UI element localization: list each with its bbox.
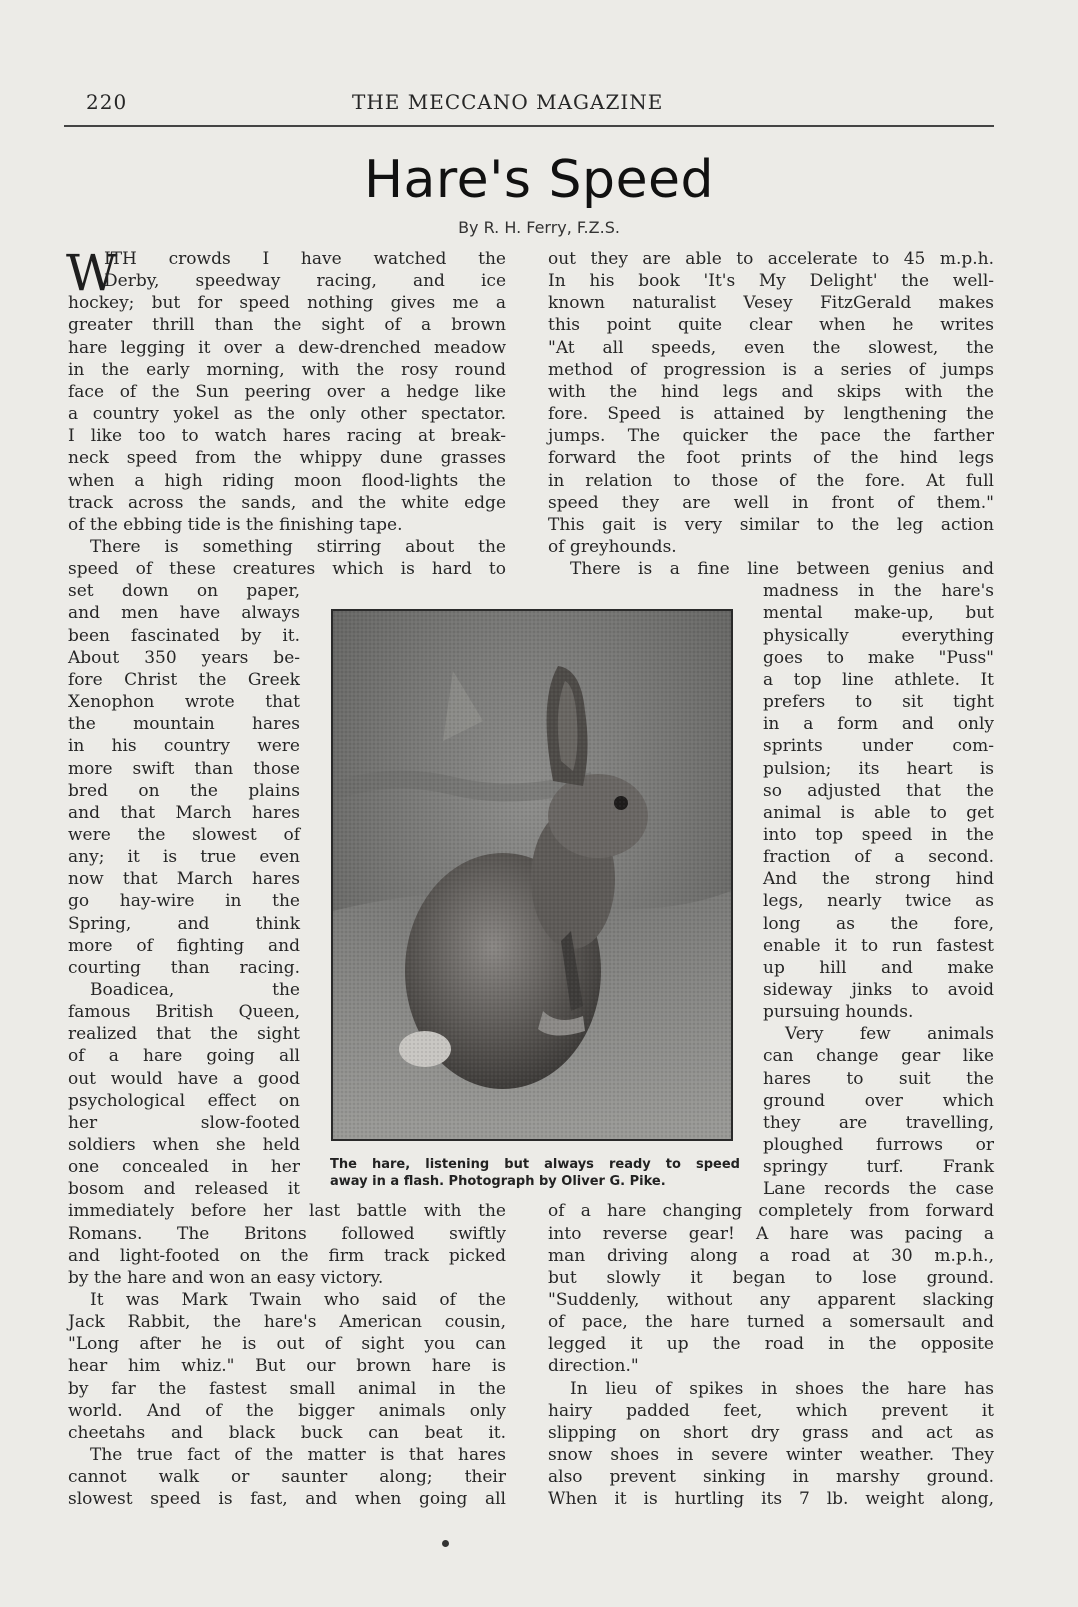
text-line: and light-footed on the firm track picked	[68, 1245, 506, 1266]
header-rule	[64, 125, 994, 127]
text-line: courting than racing.	[68, 957, 300, 978]
text-line: can change gear like	[763, 1046, 994, 1067]
drop-cap: W	[66, 244, 118, 302]
text-line: speed of these creatures which is hard to	[68, 559, 506, 580]
text-line: method of progression is a series of jumps	[548, 359, 994, 380]
text-line: soldiers when she held	[68, 1135, 300, 1156]
text-line: now that March hares	[68, 869, 300, 890]
text-line: enable it to run fastest	[763, 935, 994, 956]
text-line: There is something stirring about the	[90, 536, 506, 557]
text-line: and men have always	[68, 603, 300, 624]
text-line: of the ebbing tide is the finishing tape.	[68, 514, 403, 535]
text-line: out would have a good	[68, 1068, 300, 1089]
text-line: more of fighting and	[68, 935, 300, 956]
footer-ornament	[442, 1540, 449, 1547]
text-line: Derby, speedway racing, and ice	[104, 271, 506, 292]
article-byline: By R. H. Ferry, F.Z.S.	[458, 218, 620, 237]
hare-photograph	[331, 609, 733, 1141]
text-line: Very few animals	[785, 1024, 994, 1045]
text-line: immediately before her last battle with the	[68, 1201, 506, 1222]
text-line: world. And of the bigger animals only	[68, 1400, 506, 1421]
text-line: psychological effect on	[68, 1090, 300, 1111]
magazine-title: THE MECCANO MAGAZINE	[352, 90, 664, 114]
text-line: Lane records the case	[763, 1179, 994, 1200]
text-line: sprints under com-	[763, 736, 994, 757]
text-line: but slowly it began to lose ground.	[548, 1267, 994, 1288]
text-line: famous British Queen,	[68, 1002, 300, 1023]
text-line: by far the fastest small animal in the	[68, 1378, 506, 1399]
text-line: "Suddenly, without any apparent slacking	[548, 1290, 994, 1310]
text-line: one concealed in her	[68, 1157, 300, 1178]
text-line: of a hare going all	[68, 1046, 300, 1067]
text-line: greater thrill than the sight of a brown	[68, 315, 506, 336]
text-line: ground over which	[763, 1090, 994, 1111]
text-line: out they are able to accelerate to 45 m.p.h.	[548, 249, 994, 269]
caption-line: away in a flash. Photograph by Oliver G. Pike.	[330, 1174, 666, 1189]
text-line: in relation to those of the fore. At full	[548, 470, 994, 491]
text-line: man driving along a road at 30 m.p.h.,	[548, 1245, 994, 1266]
text-line: up hill and make	[763, 957, 994, 978]
text-line: in his country were	[68, 736, 300, 757]
text-line: hare legging it over a dew-drenched meadow	[68, 337, 506, 358]
text-line: slowest speed is fast, and when going all	[68, 1489, 506, 1510]
text-line: Boadicea, the	[90, 980, 300, 1000]
text-line: face of the Sun peering over a hedge like	[68, 381, 506, 402]
text-line: The true fact of the matter is that hares	[90, 1445, 506, 1466]
text-line: go hay-wire in the	[68, 891, 300, 912]
text-line: set down on paper,	[68, 581, 300, 602]
text-line: springy turf. Frank	[763, 1157, 994, 1178]
text-line: bred on the plains	[68, 780, 300, 801]
text-line: when a high riding moon flood-lights the	[68, 470, 506, 491]
text-line: hairy padded feet, which prevent it	[548, 1400, 994, 1421]
text-line: And the strong hind	[763, 869, 994, 890]
text-line: by the hare and won an easy victory.	[68, 1267, 384, 1288]
text-line: hear him whiz." But our brown hare is	[68, 1356, 506, 1377]
text-line: bosom and released it	[68, 1179, 300, 1200]
photo-caption	[330, 1156, 740, 1190]
text-line: hockey; but for speed nothing gives me a	[68, 293, 506, 314]
text-line: a top line athlete. It	[763, 669, 994, 690]
article-title: Hare's Speed	[363, 150, 715, 210]
text-line: so adjusted that the	[763, 780, 994, 801]
text-line: been fascinated by it.	[68, 625, 300, 646]
text-line: ITH crowds I have watched the	[104, 249, 506, 269]
text-line: and that March hares	[68, 802, 300, 823]
text-line: "At all speeds, even the slowest, the	[548, 337, 994, 358]
text-line: into top speed in the	[763, 824, 994, 845]
text-line: cannot walk or saunter along; their	[68, 1467, 506, 1488]
text-line: the mountain hares	[68, 714, 300, 735]
text-line: long as the fore,	[763, 913, 994, 934]
text-line: prefers to sit tight	[763, 692, 994, 713]
text-line: in a form and only	[763, 714, 994, 735]
text-line: hares to suit the	[763, 1068, 994, 1089]
text-line: of pace, the hare turned a somersault and	[548, 1312, 994, 1333]
text-line: ploughed furrows or	[763, 1135, 994, 1156]
text-line: pursuing hounds.	[763, 1002, 914, 1023]
text-line: physically everything	[763, 625, 994, 646]
text-line: more swift than those	[68, 758, 300, 779]
text-line: fraction of a second.	[763, 847, 994, 868]
text-line: About 350 years be-	[68, 647, 300, 668]
text-line: It was Mark Twain who said of the	[90, 1290, 506, 1310]
text-line: In his book 'It's My Delight' the well-	[548, 271, 994, 292]
text-line: There is a fine line between genius and	[570, 559, 994, 580]
text-line: fore. Speed is attained by lengthening the	[548, 404, 994, 425]
text-line: speed they are well in front of them."	[548, 492, 994, 513]
text-line: known naturalist Vesey FitzGerald makes	[548, 293, 994, 314]
text-line: In lieu of spikes in shoes the hare has	[570, 1378, 994, 1399]
page-number: 220	[86, 90, 128, 114]
text-line: sideway jinks to avoid	[763, 980, 994, 1000]
text-line: into reverse gear! A hare was pacing a	[548, 1223, 994, 1244]
text-line: legged it up the road in the opposite	[548, 1334, 994, 1355]
text-line: Spring, and think	[68, 913, 300, 934]
text-line: When it is hurtling its 7 lb. weight along,	[548, 1489, 994, 1510]
text-line: a country yokel as the only other spectator.	[68, 404, 506, 425]
text-line: Xenophon wrote that	[68, 692, 300, 713]
text-line: of a hare changing completely from forward	[548, 1201, 994, 1222]
text-line: in the early morning, with the rosy round	[68, 359, 506, 380]
text-line: with the hind legs and skips with the	[548, 381, 994, 402]
text-line: direction."	[548, 1356, 639, 1377]
text-line: were the slowest of	[68, 824, 300, 845]
text-line: madness in the hare's	[763, 581, 994, 602]
text-line: "Long after he is out of sight you can	[68, 1334, 506, 1355]
text-line: Jack Rabbit, the hare's American cousin,	[68, 1312, 506, 1333]
text-line: goes to make "Puss"	[763, 647, 994, 668]
text-line: this point quite clear when he writes	[548, 315, 994, 336]
text-line: slipping on short dry grass and act as	[548, 1422, 994, 1443]
text-line: also prevent sinking in marshy ground.	[548, 1467, 994, 1488]
text-line: of greyhounds.	[548, 536, 677, 557]
text-line: jumps. The quicker the pace the farther	[548, 426, 994, 447]
text-line: forward the foot prints of the hind legs	[548, 448, 994, 469]
text-line: her slow-footed	[68, 1112, 300, 1133]
text-line: track across the sands, and the white edge	[68, 492, 506, 513]
text-line: mental make-up, but	[763, 603, 994, 624]
text-line: This gait is very similar to the leg action	[548, 514, 994, 535]
text-line: neck speed from the whippy dune grasses	[68, 448, 506, 469]
text-line: I like too to watch hares racing at break-	[68, 426, 506, 447]
text-line: animal is able to get	[763, 802, 994, 823]
text-line: pulsion; its heart is	[763, 758, 994, 779]
text-line: legs, nearly twice as	[763, 891, 994, 912]
text-line: snow shoes in severe winter weather. They	[548, 1445, 994, 1466]
text-line: fore Christ the Greek	[68, 669, 300, 690]
text-line: realized that the sight	[68, 1024, 300, 1045]
caption-line: The hare, listening but always ready to speed	[330, 1157, 740, 1172]
text-line: any; it is true even	[68, 847, 300, 868]
text-line: they are travelling,	[763, 1112, 994, 1133]
text-line: cheetahs and black buck can beat it.	[68, 1422, 506, 1443]
text-line: Romans. The Britons followed swiftly	[68, 1223, 506, 1244]
